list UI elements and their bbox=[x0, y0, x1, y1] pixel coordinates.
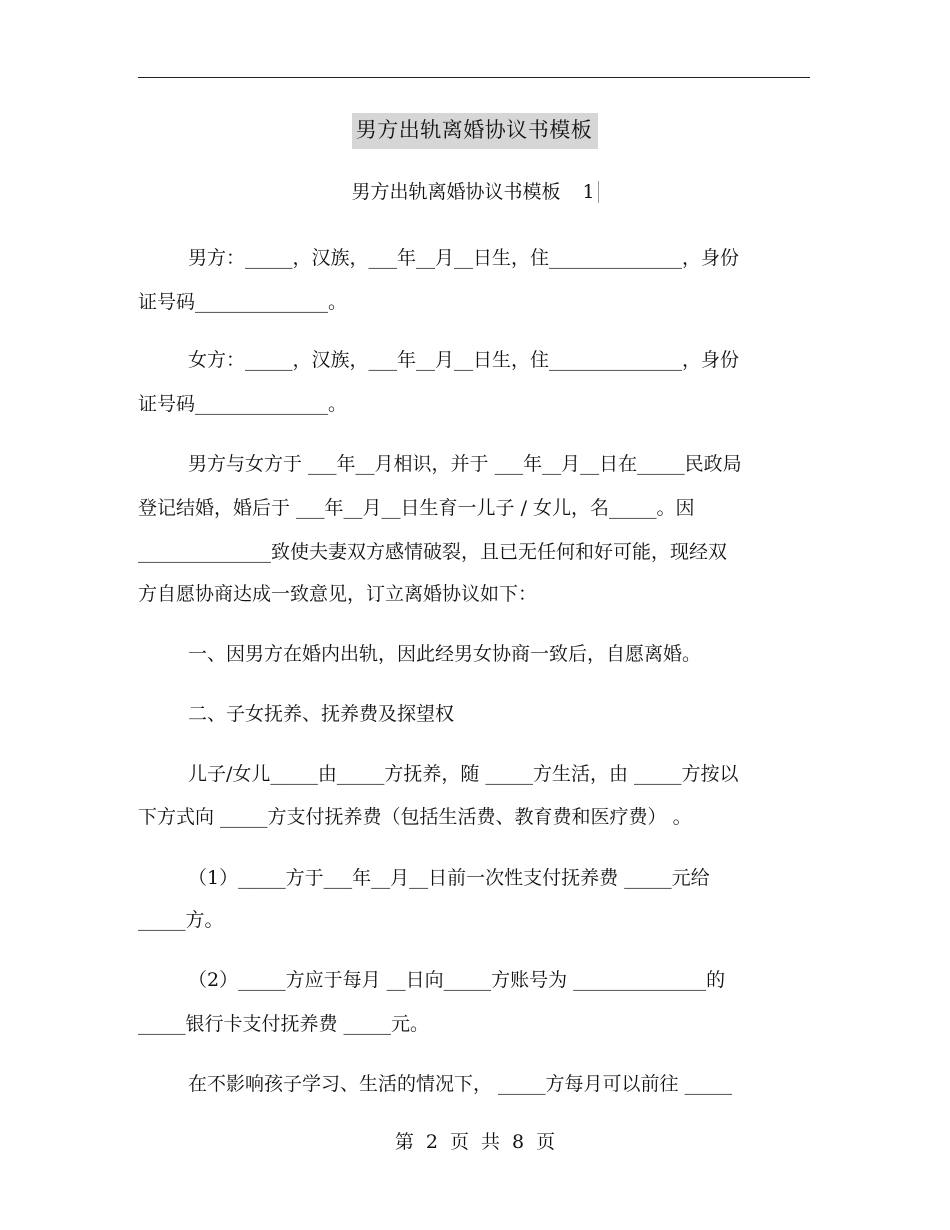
paragraph-marriage-line2: 登记结婚，婚后于 ___年__月__日生育一儿子 / 女儿，名_____。因 bbox=[138, 497, 695, 519]
clause-one: 一、因男方在婚内出轨，因此经男女协商一致后，自愿离婚。 bbox=[188, 643, 702, 665]
visitation-line1: 在不影响孩子学习、生活的情况下， _____方每月可以前往 _____ bbox=[188, 1073, 733, 1095]
paragraph-female-line1: 女方：_____，汉族，___年__月__日生，住______________，身份 bbox=[188, 349, 740, 371]
paragraph-male-line1: 男方：_____，汉族，___年__月__日生，住______________，身份 bbox=[188, 247, 740, 269]
subtitle-text: 男方出轨离婚协议书模板 bbox=[351, 181, 561, 203]
paragraph-marriage-line4: 方自愿协商达成一致意见，订立离婚协议如下： bbox=[138, 583, 538, 605]
paragraph-female-line2: 证号码______________。 bbox=[138, 393, 348, 415]
support-item-1-line1: （1）_____方于___年__月__日前一次性支付抚养费 _____元给 bbox=[188, 867, 710, 889]
support-item-1-line2: _____方。 bbox=[138, 909, 224, 931]
support-item-2-line1: （2）_____方应于每月 __日向_____方账号为 ______________的 bbox=[188, 969, 726, 991]
document-title: 男方出轨离婚协议书模板 bbox=[352, 113, 599, 149]
custody-line1: 儿子/女儿_____由_____方抚养，随 _____方生活，由 _____方按以 bbox=[188, 763, 739, 785]
custody-line2: 下方式向 _____方支付抚养费（包括生活费、教育费和医疗费） 。 bbox=[138, 806, 692, 828]
paragraph-marriage-line3: ______________致使夫妻双方感情破裂，且已无任何和好可能，现经双 bbox=[138, 541, 728, 563]
support-item-2-line2: _____银行卡支付抚养费 _____元。 bbox=[138, 1013, 430, 1035]
paragraph-marriage-line1: 男方与女方于 ___年__月相识，并于 ___年__月__日在_____民政局 bbox=[188, 453, 742, 475]
title-wrap bbox=[0, 113, 950, 149]
header-rule bbox=[138, 77, 810, 78]
clause-two-heading: 二、子女抚养、抚养费及探望权 bbox=[188, 703, 455, 725]
document-subtitle bbox=[0, 178, 950, 206]
paragraph-male-line2: 证号码______________。 bbox=[138, 291, 348, 313]
page-footer: 第 2 页 共 8 页 bbox=[394, 1131, 556, 1153]
subtitle-number: 1 bbox=[560, 181, 598, 203]
